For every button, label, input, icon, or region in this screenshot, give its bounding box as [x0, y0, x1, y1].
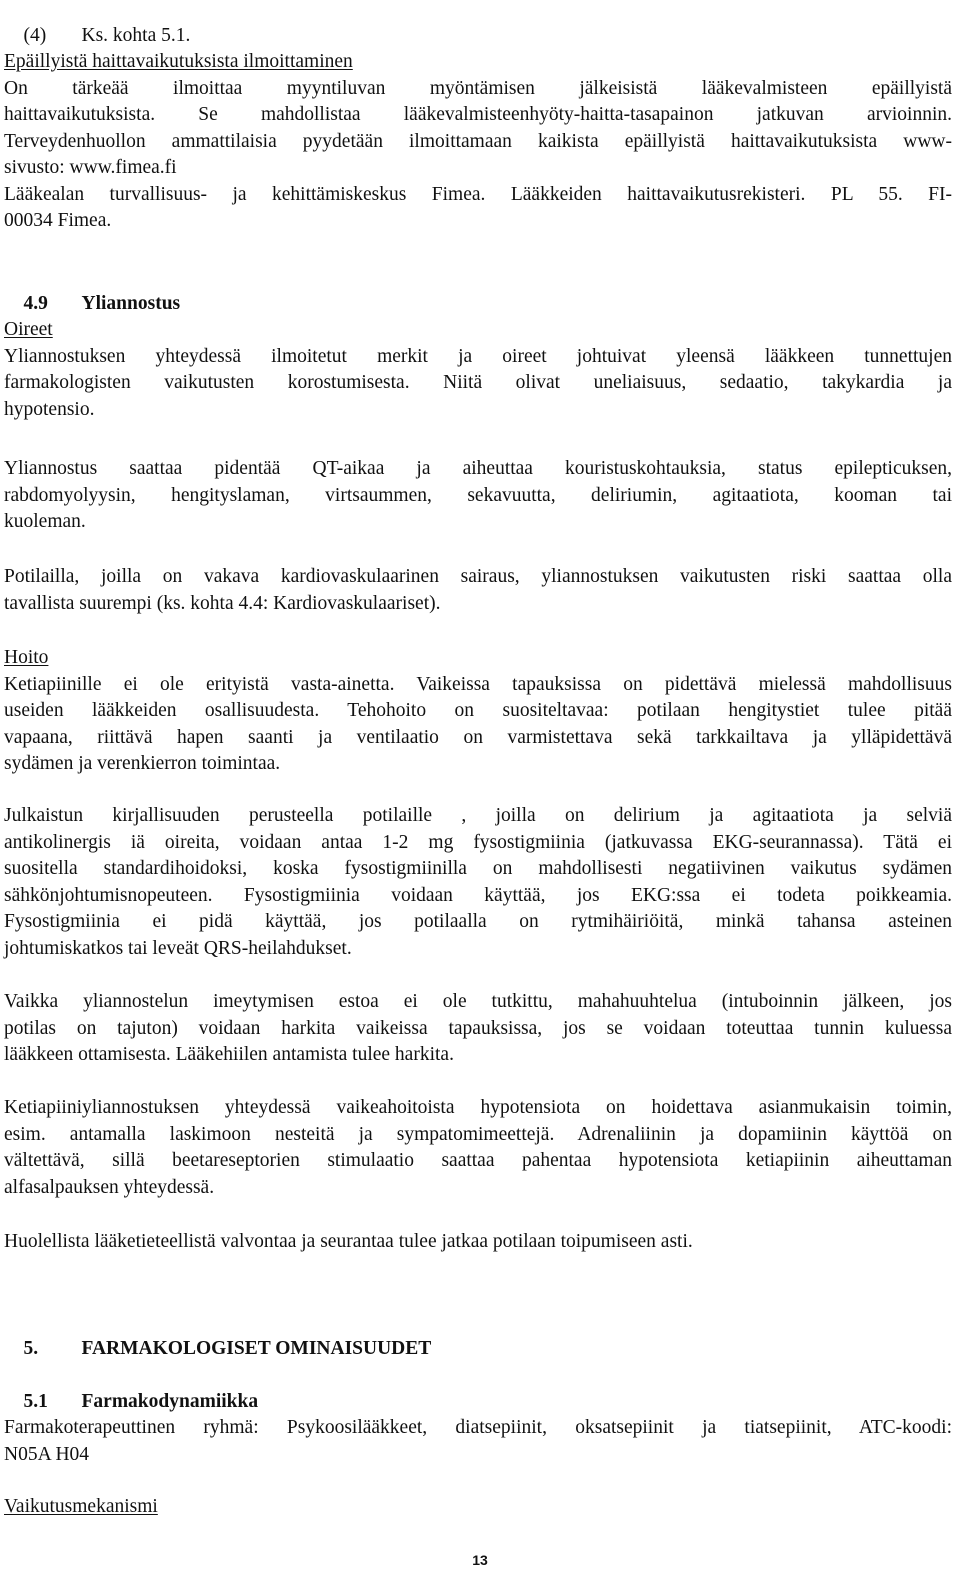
paragraph-line: Ketiapiiniyliannostuksen yhteydessä vaikeahoitoista hypotensiota on hoidettava asianmukaisin toimin, [4, 1097, 952, 1118]
paragraph-line: hypotensio. [4, 398, 95, 420]
paragraph-line: tavallista suurempi (ks. kohta 4.4: Kardiovaskulaariset). [4, 592, 441, 614]
paragraph-line: antikolinergis iä oireita, voidaan antaa 1-2 mg fysostigmiinia (jatkuvassa EKG-seurannassa). Tätä ei [4, 831, 952, 853]
paragraph-line: Farmakoterapeuttinen ryhmä: Psykoosilääkkeet, diatsepiinit, oksatsepiinit ja tiatsepiinit, ATC-koodi: [4, 1417, 952, 1438]
hoito-paragraph-5 [4, 1229, 952, 1256]
paragraph-line: Fysostigmiinia ei pidä käyttää, jos potilaalla on rytmihäiriöitä, minkä tahansa asteinen [4, 911, 952, 932]
paragraph-line: vapaana, riittävä hapen saanti ja ventilaatio on varmistettava sekä tarkkailtava ja ylläpidettävä [4, 726, 952, 748]
hoito-section [4, 645, 952, 778]
oireet-paragraph-3 [4, 564, 952, 617]
reporting-address: 00034 Fimea. [4, 210, 112, 231]
reporting-line: On tärkeää ilmoittaa myyntiluvan myöntämisen jälkeisistä lääkevalmisteen epäillyistä [4, 77, 952, 99]
section-title: Yliannostus [81, 292, 181, 314]
paragraph-line: alfasalpauksen yhteydessä. [4, 1176, 215, 1198]
paragraph-line: Potilailla, joilla on vakava kardiovaskulaarinen sairaus, yliannostuksen vaikutusten riski saattaa olla [4, 566, 952, 587]
section-number: 5.1 [23, 1390, 48, 1412]
paragraph-line: esim. antamalla laskimoon nesteitä ja sympatomimeettejä. Adrenaliinin ja dopamiinin käyttöä on [4, 1123, 952, 1145]
reporting-title: Epäillyistä haittavaikutuksista ilmoittaminen [4, 51, 353, 72]
atc-code: N05A H04 [4, 1443, 90, 1465]
paragraph-line: potilas on tajuton) voidaan harkita vaikeissa tapauksissa, jos se voidaan toteuttaa tunnin kuluessa [4, 1017, 952, 1039]
paragraph-line: kuoleman. [4, 511, 86, 532]
paragraph-line: useiden lääkkeiden osallisuudesta. Tehohoito on suositeltavaa: potilaan hengitystiet tulee pitää [4, 700, 952, 721]
reporting-address: Lääkealan turvallisuus- ja kehittämiskeskus Fimea. Lääkkeiden haittavaikutusrekisteri. PL 55. FI- [4, 183, 952, 205]
paragraph-line: Yliannostus saattaa pidentää QT-aikaa ja aiheuttaa kouristuskohtauksia, status epilepticuksen, [4, 458, 952, 479]
reporting-line: Terveydenhuollon ammattilaisia pyydetään ilmoittamaan kaikista epäillyistä haittavaikutuksista www- [4, 130, 952, 152]
paragraph-line: johtumiskatkos tai leveät QRS-heilahdukset. [4, 937, 352, 959]
paragraph-line: rabdomyolyysin, hengityslaman, virtsaummen, sekavuutta, deliriumin, agitaatiota, kooman tai [4, 484, 952, 506]
section-number: 4.9 [23, 292, 48, 314]
paragraph-line: vältettävä, sillä beetareseptorien stimulaatio saattaa pahentaa hypotensiota ketiapiinin aiheuttaman [4, 1150, 952, 1171]
mekanismi-section [4, 1494, 952, 1521]
paragraph-line: lääkkeen ottamisesta. Lääkehiilen antamista tulee harkita. [4, 1044, 454, 1065]
paragraph-line: Vaikka yliannostelun imeytymisen estoa ei ole tutkittu, mahahuuhtelua (intuboinnin jälkeen, jos [4, 991, 952, 1012]
page-number: 13 [472, 1552, 488, 1568]
section-title: Farmakodynamiikka [81, 1390, 259, 1412]
reporting-section [4, 49, 952, 235]
oireet-section [4, 317, 952, 423]
paragraph-line: sydämen ja verenkierron toimintaa. [4, 753, 281, 774]
subheading-vaikutusmekanismi: Vaikutusmekanismi [4, 1496, 158, 1517]
oireet-paragraph-2 [4, 456, 952, 536]
hoito-paragraph-2 [4, 803, 952, 962]
reporting-line: haittavaikutuksista. Se mahdollistaa lääkevalmisteenhyöty-haitta-tasapainon jatkuvan arvioinnin. [4, 104, 952, 125]
farmako-paragraph [4, 1415, 952, 1468]
paragraph-line: Yliannostuksen yhteydessä ilmoitetut merkit ja oireet johtuivat yleensä lääkkeen tunnettujen [4, 345, 952, 367]
section-number: 5. [23, 1337, 39, 1359]
subheading-oireet: Oireet [4, 319, 53, 340]
reporting-website: sivusto: www.fimea.fi [4, 157, 177, 178]
paragraph-line: sähkönjohtumisnopeuteen. Fysostigmiinia voidaan käyttää, jos EKG:ssa ei todeta poikkeamia. [4, 884, 952, 906]
subheading-hoito: Hoito [4, 647, 49, 668]
footnote-text: Ks. kohta 5.1. [81, 24, 191, 46]
paragraph-line: suositella standardihoidoksi, koska fysostigmiinilla on mahdollisesti negatiivinen vaikutus sydämen [4, 858, 952, 879]
paragraph-line: Ketiapiinille ei ole erityistä vasta-ainetta. Vaikeissa tapauksissa on pidettävä mielessä mahdollisuus [4, 673, 952, 695]
hoito-paragraph-4 [4, 1095, 952, 1201]
footnote-number: (4) [23, 24, 47, 46]
paragraph-line: Huolellista lääketieteellistä valvontaa ja seurantaa tulee jatkaa potilaan toipumiseen asti. [4, 1231, 693, 1252]
section-title: FARMAKOLOGISET OMINAISUUDET [81, 1337, 432, 1359]
paragraph-line: Julkaistun kirjallisuuden perusteella potilaille , joilla on delirium ja agitaatiota ja selviä [4, 805, 952, 826]
hoito-paragraph-3 [4, 989, 952, 1069]
paragraph-line: farmakologisten vaikutusten korostumisesta. Niitä olivat uneliaisuus, sedaatio, takykardia ja [4, 372, 952, 393]
